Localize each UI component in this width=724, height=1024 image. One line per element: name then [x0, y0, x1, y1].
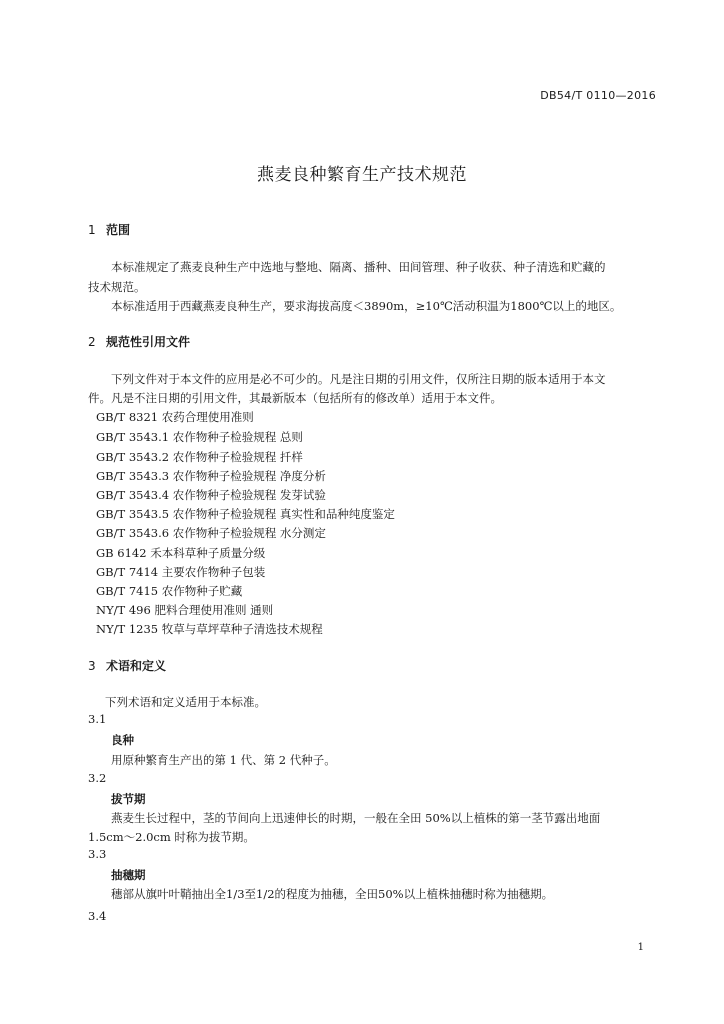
reference-item: NY/T 1235 牧草与草坪草种子清选技术规程 — [96, 622, 323, 636]
section-1-heading — [88, 221, 130, 238]
term-name: 良种 — [111, 733, 134, 747]
page-number: 1 — [637, 942, 644, 953]
reference-item: GB/T 7414 主要农作物种子包装 — [96, 565, 266, 579]
section-2-heading — [88, 333, 190, 350]
term-number: 3.1 — [88, 712, 107, 726]
section-number: 2 — [88, 335, 96, 349]
reference-item: GB/T 7415 农作物种子贮藏 — [96, 584, 243, 598]
reference-item: GB/T 3543.3 农作物种子检验规程 净度分析 — [96, 469, 326, 483]
section-title: 术语和定义 — [106, 659, 167, 673]
reference-item: GB/T 3543.4 农作物种子检验规程 发芽试验 — [96, 488, 326, 502]
reference-item: GB/T 8321 农药合理使用准则 — [96, 410, 254, 424]
term-name: 抽穗期 — [111, 868, 146, 882]
section-number: 3 — [88, 659, 96, 673]
term-number: 3.4 — [88, 909, 107, 923]
term-number: 3.2 — [88, 771, 107, 785]
term-name: 拔节期 — [111, 792, 146, 806]
section-number: 1 — [88, 223, 96, 237]
reference-item: GB/T 3543.6 农作物种子检验规程 水分测定 — [96, 526, 326, 540]
reference-item: GB/T 3543.2 农作物种子检验规程 扦样 — [96, 450, 303, 464]
term-number: 3.3 — [88, 847, 107, 861]
term-definition: 燕麦生长过程中，茎的节间向上迅速伸长的时期，一般在全田 50%以上植株的第一茎节露出地面 — [111, 811, 601, 825]
reference-item: GB/T 3543.5 农作物种子检验规程 真实性和品种纯度鉴定 — [96, 507, 395, 521]
document-number: DB54/T 0110—2016 — [540, 89, 656, 102]
term-definition: 用原种繁育生产出的第 1 代、第 2 代种子。 — [111, 753, 336, 767]
term-definition: 1.5cm～2.0cm 时称为拔节期。 — [88, 830, 255, 844]
document-title: 燕麦良种繁育生产技术规范 — [257, 165, 467, 185]
paragraph-line: 本标准适用于西藏燕麦良种生产，要求海拔高度＜3890m，≥10℃活动积温为1800℃以上的地区。 — [111, 299, 622, 313]
section-title: 规范性引用文件 — [106, 335, 191, 349]
paragraph-line: 件。凡是不注日期的引用文件，其最新版本（包括所有的修改单）适用于本文件。 — [88, 391, 502, 405]
paragraph-line: 下列术语和定义适用于本标准。 — [105, 695, 266, 709]
section-title: 范围 — [106, 223, 131, 237]
paragraph-line: 下列文件对于本文件的应用是必不可少的。凡是注日期的引用文件，仅所注日期的版本适用于本文 — [111, 372, 606, 386]
reference-item: GB/T 3543.1 农作物种子检验规程 总则 — [96, 430, 303, 444]
term-definition: 穗部从旗叶叶鞘抽出全1/3至1/2的程度为抽穗，全田50%以上植株抽穗时称为抽穗期。 — [111, 887, 554, 901]
section-3-heading — [88, 657, 166, 674]
paragraph-line: 本标准规定了燕麦良种生产中选地与整地、隔离、播种、田间管理、种子收获、种子清选和贮藏的 — [111, 260, 606, 274]
paragraph-line: 技术规范。 — [88, 280, 146, 294]
reference-item: GB 6142 禾本科草种子质量分级 — [96, 546, 266, 560]
reference-item: NY/T 496 肥料合理使用准则 通则 — [96, 603, 274, 617]
